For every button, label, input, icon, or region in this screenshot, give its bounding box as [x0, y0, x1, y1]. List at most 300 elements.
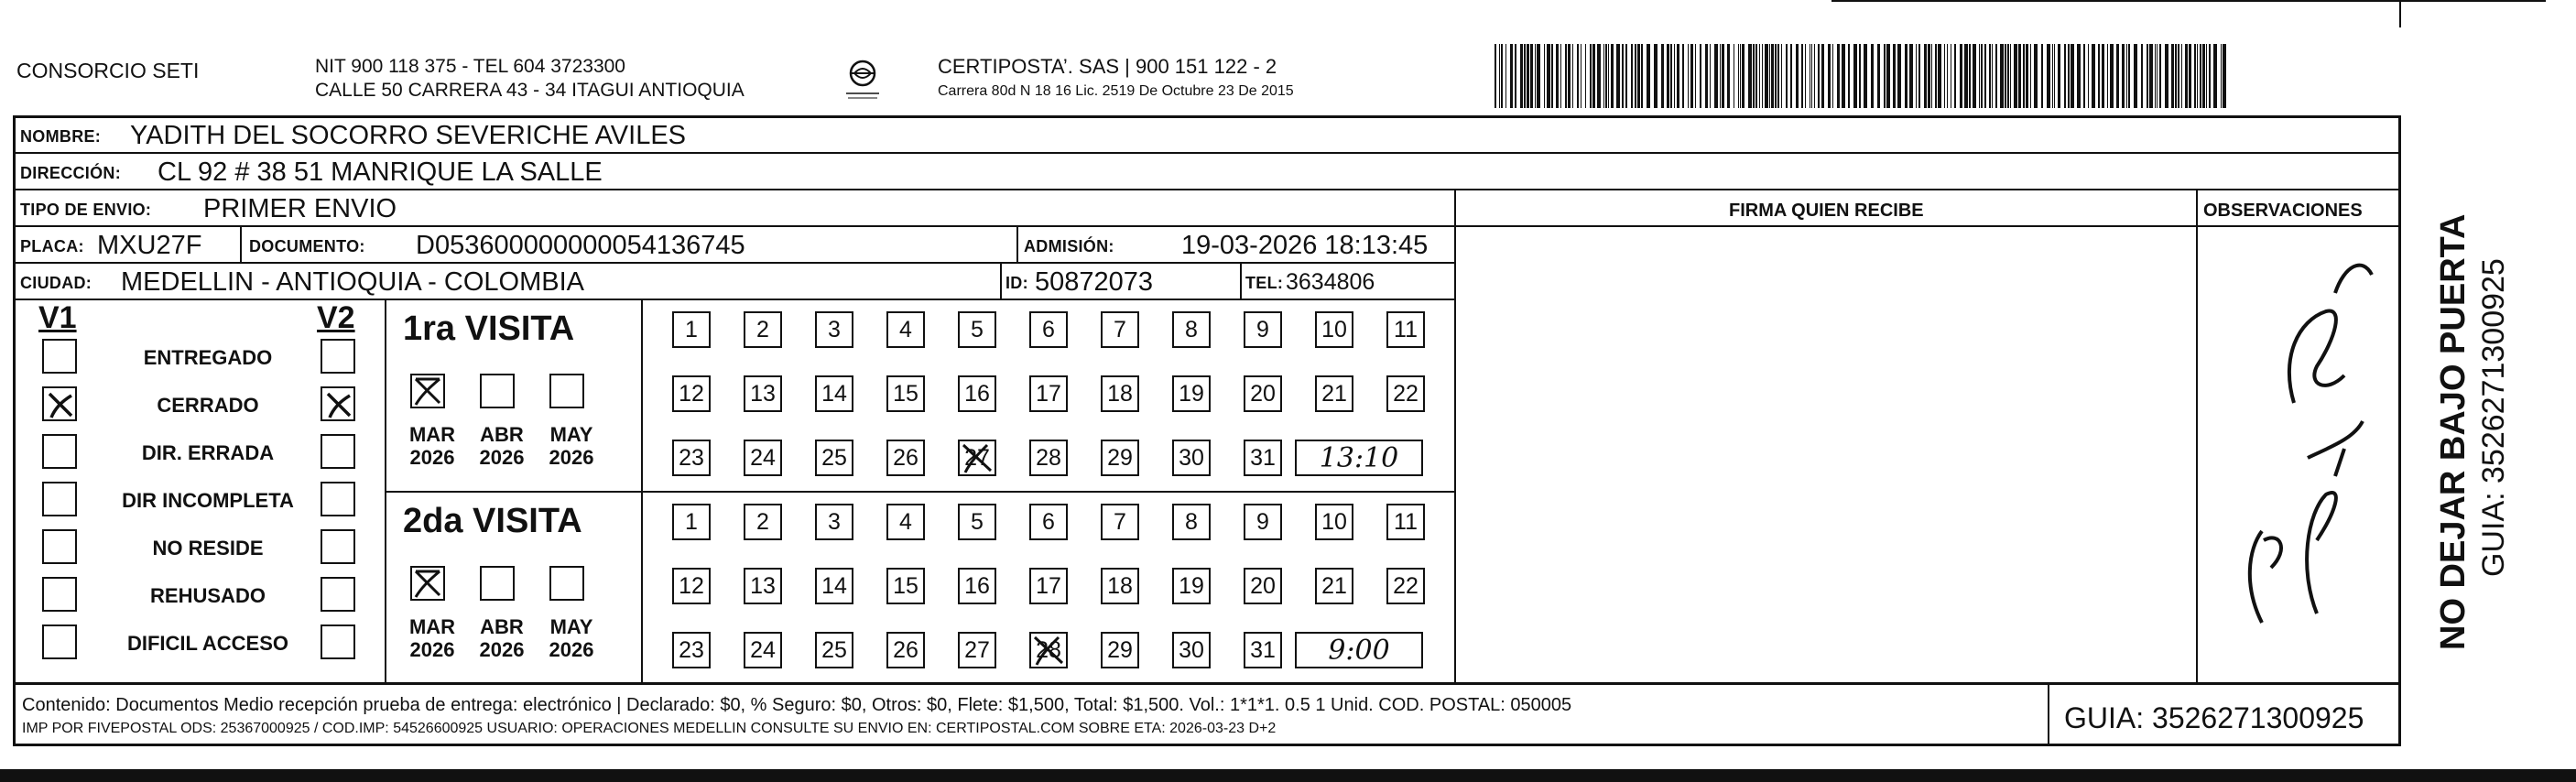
check-mark-icon	[412, 375, 445, 408]
month-name: ABR	[480, 423, 524, 446]
v2-checkbox-1[interactable]	[321, 386, 355, 421]
barcode-bar	[1611, 44, 1614, 108]
day-box[interactable]: 28	[1029, 440, 1068, 476]
day-box[interactable]: 26	[886, 440, 925, 476]
certipostal-line-1: CERTIPOSTA’. SAS | 900 151 122 - 2	[938, 55, 1277, 78]
v1-checkbox-6[interactable]	[42, 625, 77, 659]
day-box[interactable]: 11	[1386, 504, 1425, 540]
barcode-bar	[2122, 44, 2125, 108]
day-box[interactable]: 4	[886, 504, 925, 540]
barcode-bar	[2126, 44, 2127, 108]
month-year: 2026	[549, 638, 594, 662]
id-label: ID:	[1005, 274, 1028, 292]
barcode-bar	[2147, 44, 2148, 108]
v1-checkbox-2[interactable]	[42, 434, 77, 469]
barcode-bar	[1740, 44, 1741, 108]
barcode-bar	[1742, 44, 1745, 108]
month-checkbox[interactable]	[549, 566, 584, 601]
v2-checkbox-6[interactable]	[321, 625, 355, 659]
day-box[interactable]: 15	[886, 568, 925, 604]
barcode-bar	[1537, 44, 1540, 108]
barcode-bar	[1871, 44, 1874, 108]
month-label	[405, 423, 460, 470]
barcode-bar	[1954, 44, 1956, 108]
barcode-bar	[1924, 44, 1927, 108]
barcode-bar	[1814, 44, 1815, 108]
barcode-bar	[1654, 44, 1658, 108]
barcode-bar	[1897, 44, 1901, 108]
day-box[interactable]: 14	[815, 375, 853, 412]
day-box[interactable]: 17	[1029, 568, 1068, 604]
barcode-bar	[1848, 44, 1850, 108]
admision-label: ADMISIÓN:	[1024, 237, 1114, 255]
check-mark-icon	[412, 568, 445, 601]
month-label	[474, 423, 529, 470]
day-box[interactable]: 1	[672, 311, 711, 348]
day-box[interactable]: 10	[1315, 311, 1353, 348]
nit-line-2: CALLE 50 CARRERA 43 - 34 ITAGUI ANTIOQUIA	[315, 80, 745, 101]
barcode-bar	[1495, 44, 1496, 108]
check-mark-icon	[1031, 634, 1068, 668]
month-name: MAR	[408, 615, 456, 638]
direccion-value: CL 92 # 38 51 MANRIQUE LA SALLE	[158, 157, 603, 187]
barcode-bar	[1603, 44, 1604, 108]
barcode-bar	[1670, 44, 1672, 108]
barcode-bar	[1759, 44, 1760, 108]
barcode-bar	[1818, 44, 1820, 108]
firma-label: FIRMA QUIEN RECIBE	[1729, 201, 1924, 221]
barcode-bar	[1505, 44, 1506, 108]
barcode-bar	[1981, 44, 1983, 108]
day-box[interactable]: 30	[1172, 632, 1211, 668]
barcode-bar	[1585, 44, 1586, 108]
barcode-bar	[1886, 44, 1890, 108]
day-box[interactable]: 14	[815, 568, 853, 604]
status-label: NO RESIDE	[152, 537, 264, 559]
barcode-bar	[1695, 44, 1696, 108]
barcode-bar	[1674, 44, 1675, 108]
barcode-bar	[1762, 44, 1763, 108]
barcode-bar	[1859, 44, 1861, 108]
day-box[interactable]: 28	[1029, 632, 1068, 668]
day-box[interactable]: 9	[1244, 504, 1282, 540]
barcode-bar	[2023, 44, 2025, 108]
barcode-bar	[1969, 44, 1971, 108]
barcode-bar	[1786, 44, 1788, 108]
barcode-bar	[1796, 44, 1799, 108]
barcode-bar	[2181, 44, 2182, 108]
day-box[interactable]: 24	[744, 440, 782, 476]
month-year: 2026	[549, 446, 594, 470]
barcode-bar	[1877, 44, 1880, 108]
barcode-bar	[2077, 44, 2081, 108]
day-box[interactable]: 20	[1244, 375, 1282, 412]
barcode-bar	[1775, 44, 1777, 108]
month-checkbox[interactable]	[480, 566, 515, 601]
barcode-bar	[2223, 44, 2226, 108]
nombre-value: YADITH DEL SOCORRO SEVERICHE AVILES	[130, 121, 687, 150]
barcode-bar	[2157, 44, 2158, 108]
month-name: ABR	[480, 615, 524, 638]
day-box[interactable]: 3	[815, 311, 853, 348]
barcode-bar	[1647, 44, 1650, 108]
barcode-bar	[1938, 44, 1941, 108]
barcode-bar	[1577, 44, 1579, 108]
barcode-bar	[1661, 44, 1664, 108]
barcode-bar	[1501, 44, 1503, 108]
barcode-bar	[1944, 44, 1945, 108]
tipo-envio-label: TIPO DE ENVIO:	[20, 201, 152, 219]
barcode-bar	[1667, 44, 1669, 108]
barcode-bar	[1631, 44, 1633, 108]
barcode-bar	[1753, 44, 1755, 108]
day-box[interactable]: 12	[672, 375, 711, 412]
barcode-bar	[1690, 44, 1693, 108]
barcode-bar	[1520, 44, 1523, 108]
status-label: DIR INCOMPLETA	[122, 489, 294, 512]
barcode-bar	[1964, 44, 1968, 108]
month-name: MAR	[408, 423, 456, 446]
barcode-bar	[1637, 44, 1640, 108]
day-box[interactable]: 9	[1244, 311, 1282, 348]
barcode-bar	[1992, 44, 1993, 108]
barcode-bar	[1527, 44, 1529, 108]
barcode-bar	[1547, 44, 1550, 108]
day-box[interactable]: 29	[1101, 632, 1139, 668]
v1-checkbox-1[interactable]	[42, 386, 77, 421]
barcode-bar	[1515, 44, 1516, 108]
barcode-bar	[1781, 44, 1782, 108]
day-box[interactable]: 23	[672, 440, 711, 476]
day-box[interactable]: 29	[1101, 440, 1139, 476]
barcode-bar	[2185, 44, 2188, 108]
day-box[interactable]: 6	[1029, 311, 1068, 348]
barcode-bar	[1535, 44, 1536, 108]
barcode-bar	[1973, 44, 1976, 108]
visit-time[interactable]: 13:10	[1295, 440, 1423, 476]
barcode-bar	[2010, 44, 2011, 108]
barcode-bar	[2116, 44, 2119, 108]
month-label	[405, 615, 460, 662]
footer-guia: GUIA: 3526271300925	[2064, 701, 2364, 734]
v2-checkbox-3[interactable]	[321, 482, 355, 516]
handwritten-observation	[2207, 238, 2390, 641]
barcode-bar	[1688, 44, 1689, 108]
barcode-bar	[2171, 44, 2174, 108]
barcode-bar	[1608, 44, 1609, 108]
barcode-bar	[2194, 44, 2196, 108]
visit-title: 2da VISITA	[403, 502, 582, 540]
barcode-bar	[1551, 44, 1553, 108]
barcode-bar	[1568, 44, 1571, 108]
barcode-bar	[2141, 44, 2143, 108]
barcode-bar	[1738, 44, 1739, 108]
barcode-bar	[2107, 44, 2108, 108]
day-box[interactable]: 4	[886, 311, 925, 348]
barcode-bar	[2200, 44, 2201, 108]
status-label: CERRADO	[157, 394, 259, 417]
barcode-bar	[1565, 44, 1567, 108]
day-box[interactable]: 31	[1244, 632, 1282, 668]
month-checkbox[interactable]	[549, 374, 584, 408]
day-box[interactable]: 26	[886, 632, 925, 668]
nombre-label: NOMBRE:	[20, 127, 102, 146]
documento-value: D053600000000054136745	[416, 231, 745, 260]
placa-value: MXU27F	[97, 231, 202, 260]
barcode-bar	[2058, 44, 2060, 108]
company-name: CONSORCIO SETI	[16, 59, 200, 82]
barcode-bar	[2206, 44, 2207, 108]
barcode-bar	[2014, 44, 2017, 108]
day-box[interactable]: 24	[744, 632, 782, 668]
month-name: MAY	[549, 615, 593, 638]
month-year: 2026	[409, 446, 455, 470]
barcode-bar	[1995, 44, 1997, 108]
day-box[interactable]: 16	[958, 568, 996, 604]
barcode-bar	[2026, 44, 2028, 108]
barcode-bar	[1960, 44, 1962, 108]
status-label: DIR. ERRADA	[141, 441, 275, 464]
barcode-bar	[1837, 44, 1840, 108]
day-box[interactable]: 19	[1172, 375, 1211, 412]
check-mark-icon	[322, 388, 353, 419]
barcode-bar	[1777, 44, 1779, 108]
barcode-bar	[1947, 44, 1948, 108]
barcode-bar	[2155, 44, 2156, 108]
day-box[interactable]: 20	[1244, 568, 1282, 604]
month-checkbox[interactable]	[480, 374, 515, 408]
visit-time[interactable]: 9:00	[1295, 632, 1423, 668]
barcode-bar	[1931, 44, 1932, 108]
barcode-bar	[2189, 44, 2191, 108]
day-box[interactable]: 11	[1386, 311, 1425, 348]
barcode-bar	[2221, 44, 2222, 108]
barcode-bar	[1524, 44, 1526, 108]
barcode-bar	[1635, 44, 1636, 108]
day-box[interactable]: 21	[1315, 568, 1353, 604]
v2-checkbox-5[interactable]	[321, 577, 355, 612]
month-checkbox[interactable]	[410, 374, 445, 408]
barcode-bar	[2007, 44, 2009, 108]
barcode-bar	[2064, 44, 2066, 108]
barcode-bar	[1832, 44, 1833, 108]
barcode-bar	[1677, 44, 1679, 108]
barcode-bar	[1700, 44, 1701, 108]
v2-checkbox-0[interactable]	[321, 339, 355, 374]
barcode-bar	[1499, 44, 1500, 108]
barcode-bar	[1597, 44, 1601, 108]
day-box[interactable]: 30	[1172, 440, 1211, 476]
barcode-bar	[2018, 44, 2021, 108]
barcode-bar	[1769, 44, 1770, 108]
month-year: 2026	[409, 638, 455, 662]
day-box[interactable]: 1	[672, 504, 711, 540]
day-box[interactable]: 2	[744, 311, 782, 348]
barcode-bar	[2000, 44, 2004, 108]
barcode-bar	[2071, 44, 2074, 108]
barcode-bar	[1727, 44, 1730, 108]
barcode-bar	[2030, 44, 2031, 108]
barcode-bar	[1989, 44, 1991, 108]
barcode-bar	[1682, 44, 1684, 108]
status-label: ENTREGADO	[143, 346, 273, 369]
barcode-bar	[2197, 44, 2198, 108]
footer-imp: IMP POR FIVEPOSTAL ODS: 25367000925 / COD.IMP: 54526600925 USUARIO: OPERACIONES MEDELLIN CONSULTE SU ENVIO EN: CERTIPOSTAL.COM SOBRE ETA: 2026-03-23 D+2	[22, 721, 1277, 736]
month-label	[544, 423, 599, 470]
barcode-bar	[1984, 44, 1986, 108]
day-box[interactable]: 7	[1101, 504, 1139, 540]
v1-label: V1	[38, 300, 77, 335]
ciudad-value: MEDELLIN - ANTIOQUIA - COLOMBIA	[121, 267, 584, 297]
admision-value: 19-03-2026 18:13:45	[1181, 231, 1429, 260]
barcode-bar	[2134, 44, 2137, 108]
barcode-bar	[1748, 44, 1752, 108]
barcode-bar	[1935, 44, 1937, 108]
certipostal-logo-icon	[839, 55, 886, 103]
certipostal-line-2: Carrera 80d N 18 16 Lic. 2519 De Octubre 23 De 2015	[938, 83, 1294, 99]
tipo-envio-value: PRIMER ENVIO	[203, 194, 397, 223]
barcode-bar	[1510, 44, 1513, 108]
day-box[interactable]: 25	[815, 632, 853, 668]
no-dejar-bajo-puerta: NO DEJAR BAJO PUERTA	[2434, 213, 2473, 650]
barcode-bar	[2178, 44, 2179, 108]
day-box[interactable]: 23	[672, 632, 711, 668]
barcode-bar	[2213, 44, 2217, 108]
day-box[interactable]: 25	[815, 440, 853, 476]
ciudad-label: CIUDAD:	[20, 274, 92, 292]
barcode-bar	[1905, 44, 1908, 108]
barcode-bar	[1918, 44, 1920, 108]
barcode-bar	[1572, 44, 1573, 108]
day-box[interactable]: 21	[1315, 375, 1353, 412]
barcode-bar	[1928, 44, 1930, 108]
check-mark-icon	[44, 388, 75, 419]
day-box[interactable]: 8	[1172, 311, 1211, 348]
barcode-bar	[1884, 44, 1886, 108]
status-label: DIFICIL ACCESO	[126, 632, 288, 655]
day-box[interactable]: 5	[958, 311, 996, 348]
day-box[interactable]: 6	[1029, 504, 1068, 540]
barcode-bar	[1893, 44, 1896, 108]
barcode-bar	[1641, 44, 1643, 108]
v1-checkbox-4[interactable]	[42, 529, 77, 564]
month-checkbox[interactable]	[410, 566, 445, 601]
day-box[interactable]: 22	[1386, 568, 1425, 604]
day-box[interactable]: 8	[1172, 504, 1211, 540]
day-box[interactable]: 15	[886, 375, 925, 412]
barcode-bar	[2047, 44, 2050, 108]
direccion-label: DIRECCIÓN:	[20, 164, 121, 182]
barcode-bar	[2149, 44, 2153, 108]
day-box[interactable]: 13	[744, 568, 782, 604]
barcode-bar	[1771, 44, 1774, 108]
day-box[interactable]: 12	[672, 568, 711, 604]
barcode-bar	[1828, 44, 1831, 108]
v2-checkbox-2[interactable]	[321, 434, 355, 469]
side-guia: GUIA: 3526271300925	[2476, 258, 2511, 577]
barcode-bar	[1560, 44, 1561, 108]
barcode-bar	[1755, 44, 1757, 108]
barcode-bar	[2068, 44, 2070, 108]
barcode-bar	[1916, 44, 1917, 108]
day-box[interactable]: 22	[1386, 375, 1425, 412]
barcode-bar	[2102, 44, 2104, 108]
day-box[interactable]: 27	[958, 632, 996, 668]
footer-contenido: Contenido: Documentos Medio recepción prueba de entrega: electrónico | Declarado: $0, % Seguro: $0, Otros: $0, Flete: $1,500, Total: $1,500. Vol.: 1*1*1. 0.5 1 Unid. COD. POSTAL: 050005	[22, 695, 1572, 715]
documento-label: DOCUMENTO:	[249, 237, 365, 255]
day-box[interactable]: 18	[1101, 375, 1139, 412]
month-label	[544, 615, 599, 662]
barcode-bar	[2098, 44, 2100, 108]
barcode	[1495, 44, 2227, 108]
day-box[interactable]: 17	[1029, 375, 1068, 412]
barcode-bar	[1605, 44, 1607, 108]
barcode-bar	[1625, 44, 1627, 108]
barcode-bar	[1805, 44, 1806, 108]
v2-checkbox-4[interactable]	[321, 529, 355, 564]
day-box[interactable]: 10	[1315, 504, 1353, 540]
nit-line-1: NIT 900 118 375 - TEL 604 3723300	[315, 56, 625, 77]
month-year: 2026	[479, 446, 525, 470]
barcode-bar	[2092, 44, 2095, 108]
v1-checkbox-3[interactable]	[42, 482, 77, 516]
barcode-bar	[1979, 44, 1980, 108]
id-value: 50872073	[1035, 267, 1154, 297]
visit-title: 1ra VISITA	[403, 310, 575, 348]
month-year: 2026	[479, 638, 525, 662]
barcode-bar	[1556, 44, 1559, 108]
barcode-bar	[1590, 44, 1592, 108]
barcode-bar	[2175, 44, 2177, 108]
day-box[interactable]: 16	[958, 375, 996, 412]
barcode-bar	[1842, 44, 1845, 108]
barcode-bar	[2054, 44, 2055, 108]
barcode-bar	[1765, 44, 1768, 108]
barcode-bar	[1909, 44, 1913, 108]
day-box[interactable]: 18	[1101, 568, 1139, 604]
day-box[interactable]: 7	[1101, 311, 1139, 348]
day-box[interactable]: 19	[1172, 568, 1211, 604]
barcode-bar	[2165, 44, 2168, 108]
barcode-bar	[2159, 44, 2161, 108]
barcode-bar	[2128, 44, 2130, 108]
placa-label: PLACA:	[20, 237, 84, 255]
v1-checkbox-5[interactable]	[42, 577, 77, 612]
day-box[interactable]: 13	[744, 375, 782, 412]
barcode-bar	[1720, 44, 1721, 108]
tel-label: TEL:	[1245, 274, 1284, 292]
barcode-bar	[2202, 44, 2205, 108]
barcode-bar	[1801, 44, 1803, 108]
month-label	[474, 615, 529, 662]
barcode-bar	[1705, 44, 1708, 108]
barcode-bar	[2005, 44, 2006, 108]
v1-checkbox-0[interactable]	[42, 339, 77, 374]
day-box[interactable]: 3	[815, 504, 853, 540]
barcode-bar	[1616, 44, 1620, 108]
barcode-bar	[2034, 44, 2038, 108]
barcode-bar	[2052, 44, 2053, 108]
day-box[interactable]: 27	[958, 440, 996, 476]
barcode-bar	[2041, 44, 2043, 108]
day-box[interactable]: 5	[958, 504, 996, 540]
status-label: REHUSADO	[150, 584, 266, 607]
day-box[interactable]: 2	[744, 504, 782, 540]
observaciones-label: OBSERVACIONES	[2203, 201, 2363, 221]
barcode-bar	[1864, 44, 1867, 108]
day-box[interactable]: 31	[1244, 440, 1282, 476]
check-mark-icon	[960, 441, 996, 476]
